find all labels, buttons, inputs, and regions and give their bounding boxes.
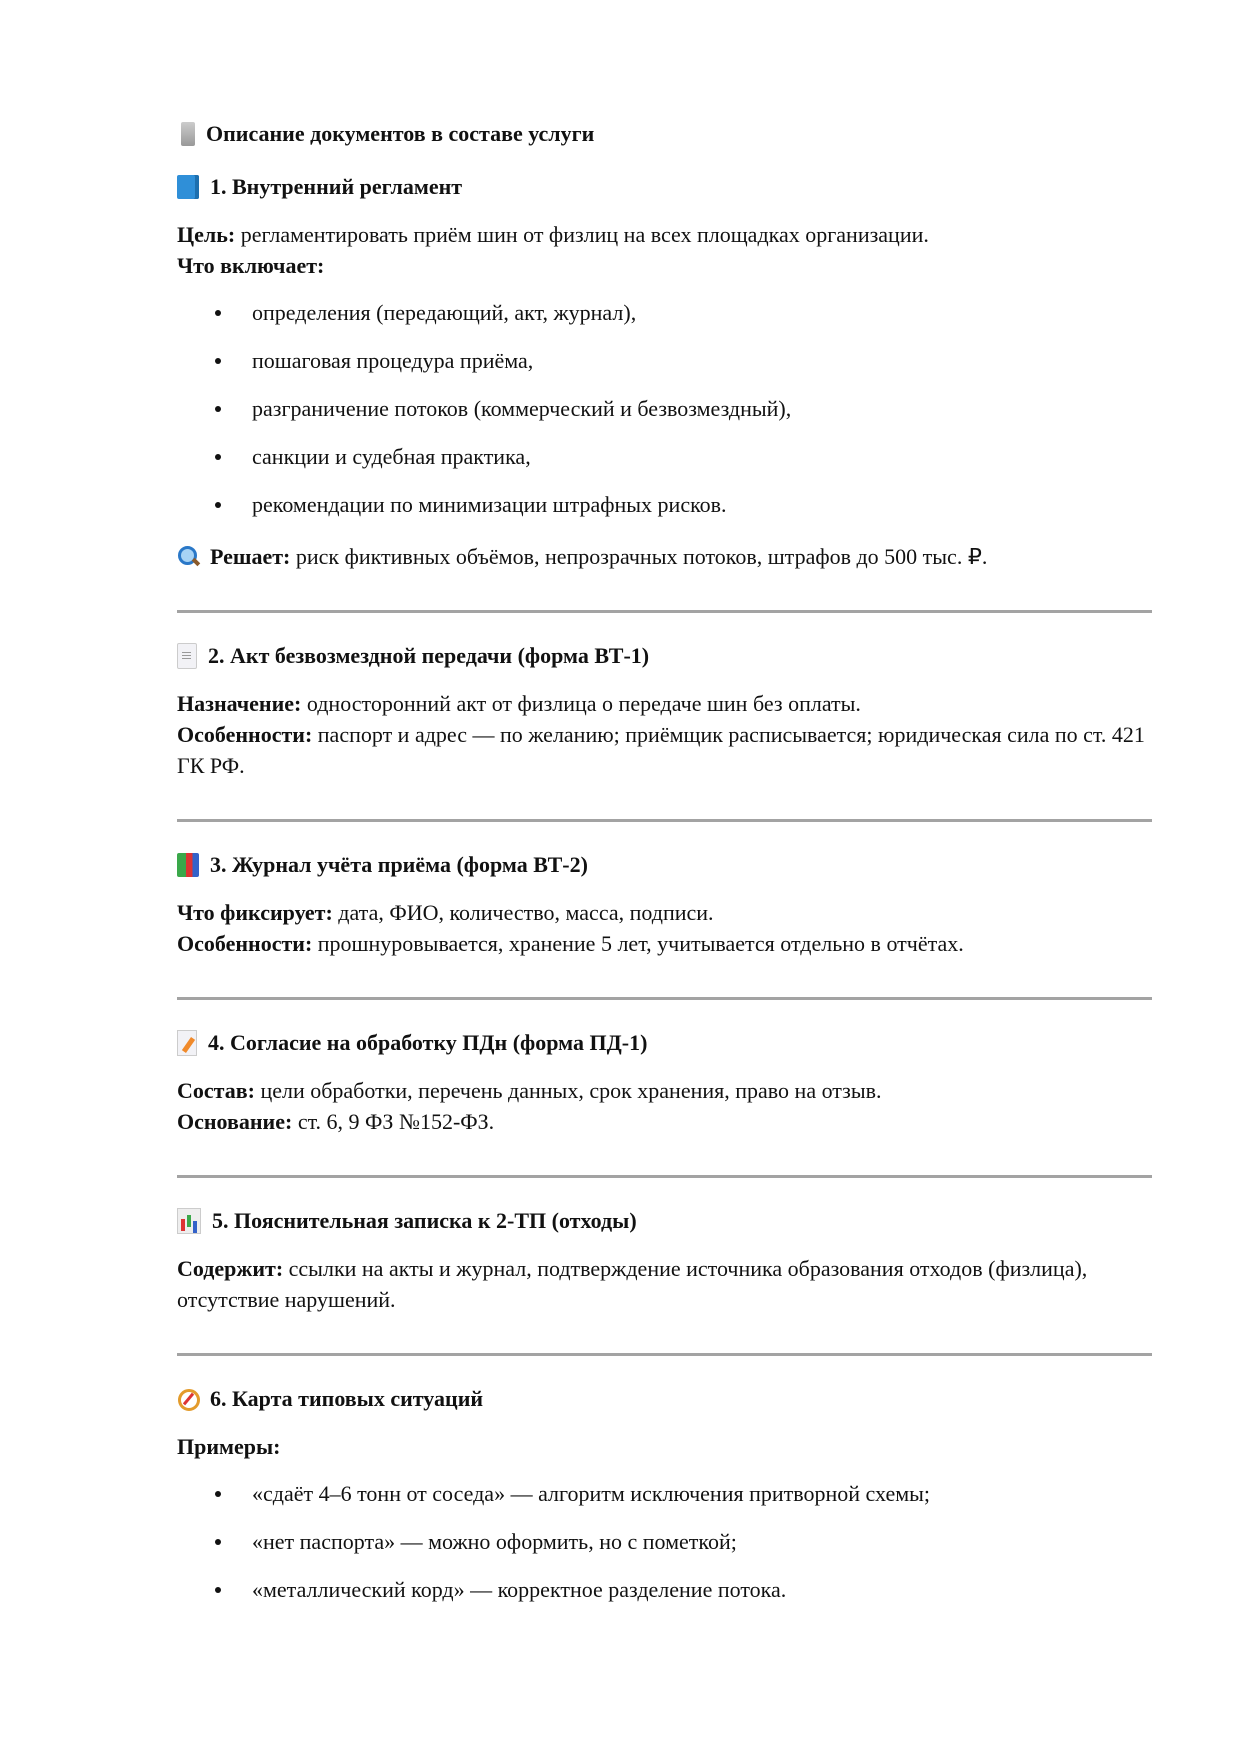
list-item: «сдаёт 4–6 тонн от соседа» — алгоритм исключения притворной схемы; xyxy=(177,1478,1152,1509)
value: риск фиктивных объёмов, непрозрачных потоков, штрафов до 500 тыс. ₽. xyxy=(290,544,988,569)
value: дата, ФИО, количество, масса, подписи. xyxy=(332,900,714,925)
label: Особенности: xyxy=(177,931,313,956)
heading-text: 2. Акт безвозмездной передачи (форма ВТ-1) xyxy=(208,643,650,668)
divider xyxy=(177,1175,1152,1178)
title-text: Описание документов в составе услуги xyxy=(206,121,595,146)
list-item: «металлический корд» — корректное разделение потока. xyxy=(177,1574,1152,1605)
solves-line xyxy=(177,541,1152,572)
label: Что фиксирует: xyxy=(177,900,333,925)
magnifier-icon xyxy=(177,545,199,569)
heading-text: 5. Пояснительная записка к 2-ТП (отходы) xyxy=(212,1208,637,1233)
value: ст. 6, 9 ФЗ №152-ФЗ. xyxy=(292,1109,495,1134)
label: Состав: xyxy=(177,1078,255,1103)
paragraph xyxy=(177,897,1152,959)
paragraph xyxy=(177,688,1152,781)
value: ссылки на акты и журнал, подтверждение источника образования отходов (физлица), отсутствие нарушений. xyxy=(177,1256,1088,1312)
label: Особенности: xyxy=(177,722,313,747)
bullet-list xyxy=(177,297,1152,520)
heading-text: 1. Внутренний регламент xyxy=(210,174,463,199)
value: цели обработки, перечень данных, срок хранения, право на отзыв. xyxy=(254,1078,882,1103)
paragraph xyxy=(177,219,1152,281)
heading-text: 6. Карта типовых ситуаций xyxy=(210,1386,484,1411)
page-icon xyxy=(177,643,197,669)
label: Содержит: xyxy=(177,1256,284,1281)
label: Что включает: xyxy=(177,253,325,278)
memo-icon xyxy=(177,1030,197,1056)
value: односторонний акт от физлица о передаче шин без оплаты. xyxy=(301,691,861,716)
list-item: определения (передающий, акт, журнал), xyxy=(177,297,1152,328)
divider xyxy=(177,1353,1152,1356)
bullet-list xyxy=(177,1478,1152,1605)
heading-text: 3. Журнал учёта приёма (форма ВТ-2) xyxy=(210,852,588,877)
divider xyxy=(177,997,1152,1000)
divider xyxy=(177,610,1152,613)
label: Примеры: xyxy=(177,1434,281,1459)
section-heading xyxy=(177,171,1152,202)
compass-icon xyxy=(177,1387,199,1411)
books-icon xyxy=(177,853,199,877)
value: регламентировать приём шин от физлиц на всех площадках организации. xyxy=(235,222,929,247)
paragraph xyxy=(177,1431,1152,1462)
list-item: разграничение потоков (коммерческий и безвозмездный), xyxy=(177,393,1152,424)
paragraph xyxy=(177,1075,1152,1137)
list-item: пошаговая процедура приёма, xyxy=(177,345,1152,376)
section-heading xyxy=(177,640,1152,671)
list-item: «нет паспорта» — можно оформить, но с пометкой; xyxy=(177,1526,1152,1557)
paragraph xyxy=(177,1253,1152,1315)
heading-text: 4. Согласие на обработку ПДн (форма ПД-1) xyxy=(208,1030,648,1055)
divider xyxy=(177,819,1152,822)
document-title xyxy=(177,118,1152,149)
list-item: рекомендации по минимизации штрафных рисков. xyxy=(177,489,1152,520)
bar-chart-icon xyxy=(177,1208,201,1234)
scroll-icon xyxy=(181,122,195,146)
document-page xyxy=(177,118,1152,1605)
section-heading xyxy=(177,1383,1152,1414)
section-heading xyxy=(177,1205,1152,1236)
value: прошнуровывается, хранение 5 лет, учитывается отдельно в отчётах. xyxy=(312,931,964,956)
value: паспорт и адрес — по желанию; приёмщик расписывается; юридическая сила по ст. 421 ГК РФ. xyxy=(177,722,1145,778)
label: Решает: xyxy=(210,544,291,569)
list-item: санкции и судебная практика, xyxy=(177,441,1152,472)
label: Назначение: xyxy=(177,691,302,716)
section-heading xyxy=(177,1027,1152,1058)
label: Цель: xyxy=(177,222,236,247)
section-heading xyxy=(177,849,1152,880)
blue-book-icon xyxy=(177,175,199,199)
label: Основание: xyxy=(177,1109,293,1134)
